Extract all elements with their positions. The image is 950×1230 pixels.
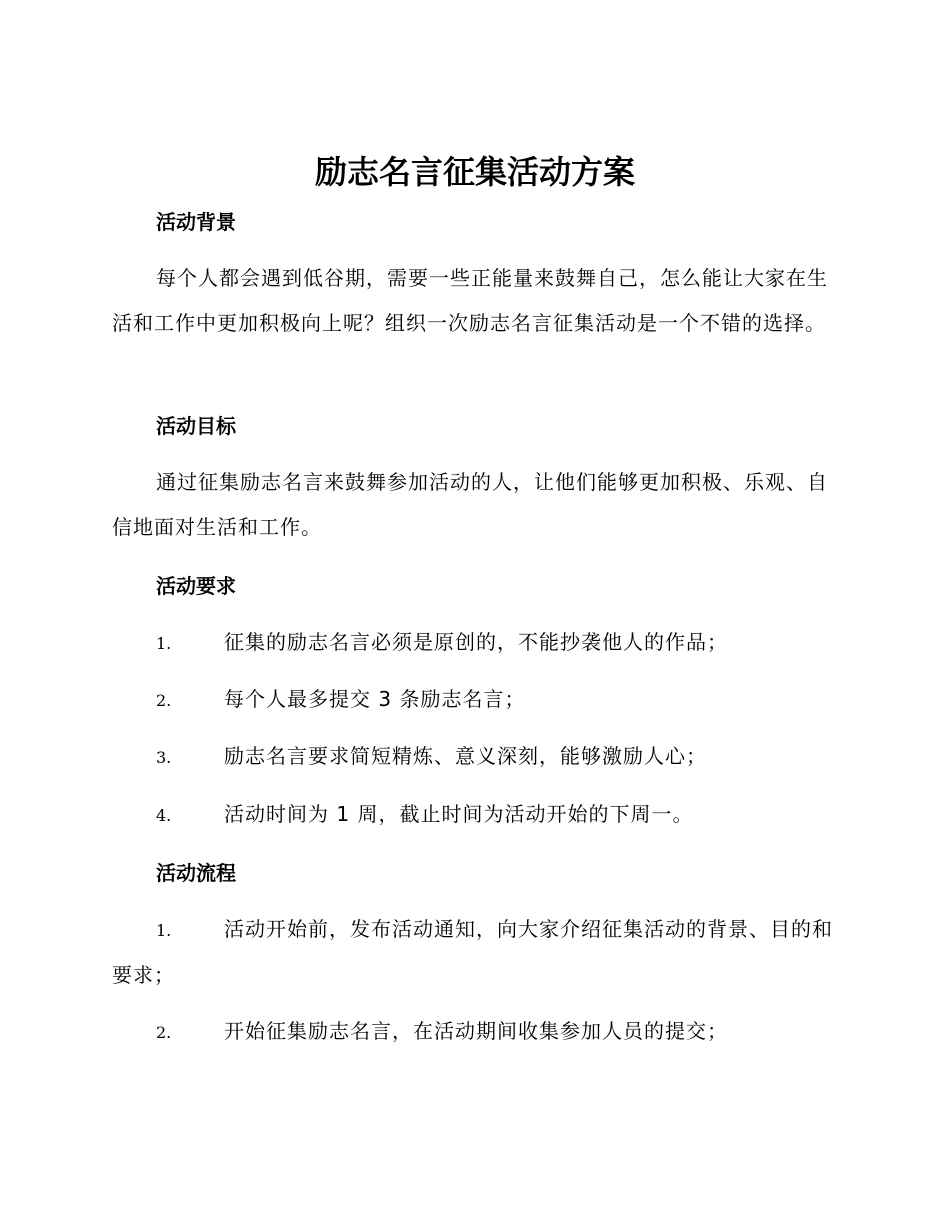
list-item-number: 2. xyxy=(156,691,172,710)
list-item xyxy=(112,907,836,998)
list-item-text: 开始征集励志名言，在活动期间收集参加人员的提交； xyxy=(224,1019,728,1043)
section-heading-background: 活动背景 xyxy=(156,210,236,234)
section-heading-requirements: 活动要求 xyxy=(156,574,236,598)
list-item xyxy=(112,792,836,838)
list-item-number: 3. xyxy=(156,748,172,767)
list-item-text: 征集的励志名言必须是原创的，不能抄袭他人的作品； xyxy=(224,630,728,654)
list-item xyxy=(112,734,836,780)
list-item-text: 励志名言要求简短精炼、意义深刻，能够激励人心； xyxy=(224,744,707,768)
list-item-text: 每个人最多提交 3 条励志名言； xyxy=(224,687,526,711)
list-item xyxy=(112,620,836,666)
list-item-number: 1. xyxy=(156,634,172,653)
section-paragraph-background: 每个人都会遇到低谷期，需要一些正能量来鼓舞自己，怎么能让大家在生活和工作中更加积极向上呢？组织一次励志名言征集活动是一个不错的选择。 xyxy=(112,266,828,335)
section-heading-goal: 活动目标 xyxy=(156,414,236,438)
list-item-text: 活动时间为 1 周，截止时间为活动开始的下周一。 xyxy=(224,802,694,826)
list-item-number: 2. xyxy=(156,1023,172,1042)
list-item-number: 4. xyxy=(156,806,172,825)
list-item-text: 活动开始前，发布活动通知，向大家介绍征集活动的背景、目的和要求； xyxy=(112,917,833,987)
list-item xyxy=(112,677,836,723)
section-heading-process: 活动流程 xyxy=(156,861,236,885)
list-item-number: 1. xyxy=(156,921,172,940)
section-paragraph-goal: 通过征集励志名言来鼓舞参加活动的人，让他们能够更加积极、乐观、自信地面对生活和工作。 xyxy=(112,470,828,539)
list-item xyxy=(112,1009,836,1055)
document-title: 励志名言征集活动方案 xyxy=(314,153,635,191)
